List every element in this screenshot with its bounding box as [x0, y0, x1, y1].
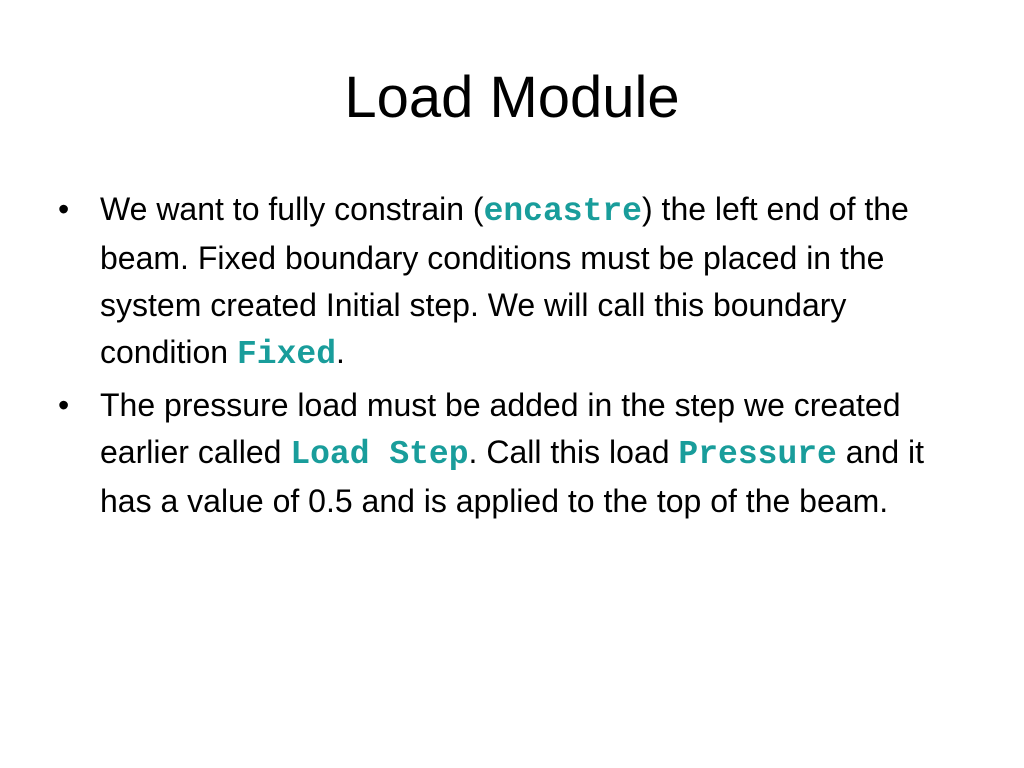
bullet-item [58, 382, 978, 525]
keyword-load-step: Load Step [290, 436, 469, 473]
bullet-icon: • [58, 387, 70, 423]
keyword-encastre: encastre [483, 193, 642, 230]
keyword-pressure: Pressure [678, 436, 837, 473]
bullet-text: The pressure load must be added in the step we created earlier called [100, 387, 901, 470]
keyword-fixed: Fixed [236, 336, 337, 373]
bullet-text: . [336, 334, 345, 370]
slide-title: Load Module [344, 65, 680, 130]
bullet-item [58, 186, 978, 378]
bullet-text: We want to fully constrain ( [100, 191, 484, 227]
bullet-text: ) the left end of the beam. Fixed boundary conditions must be placed in the system created Initial step. We will call this boundary condition [100, 191, 909, 370]
bullet-list [58, 186, 978, 529]
bullet-text: . Call this load [468, 434, 679, 470]
bullet-icon: • [58, 191, 70, 227]
bullet-text: and it has a value of 0.5 and is applied to the top of the beam. [100, 434, 925, 519]
